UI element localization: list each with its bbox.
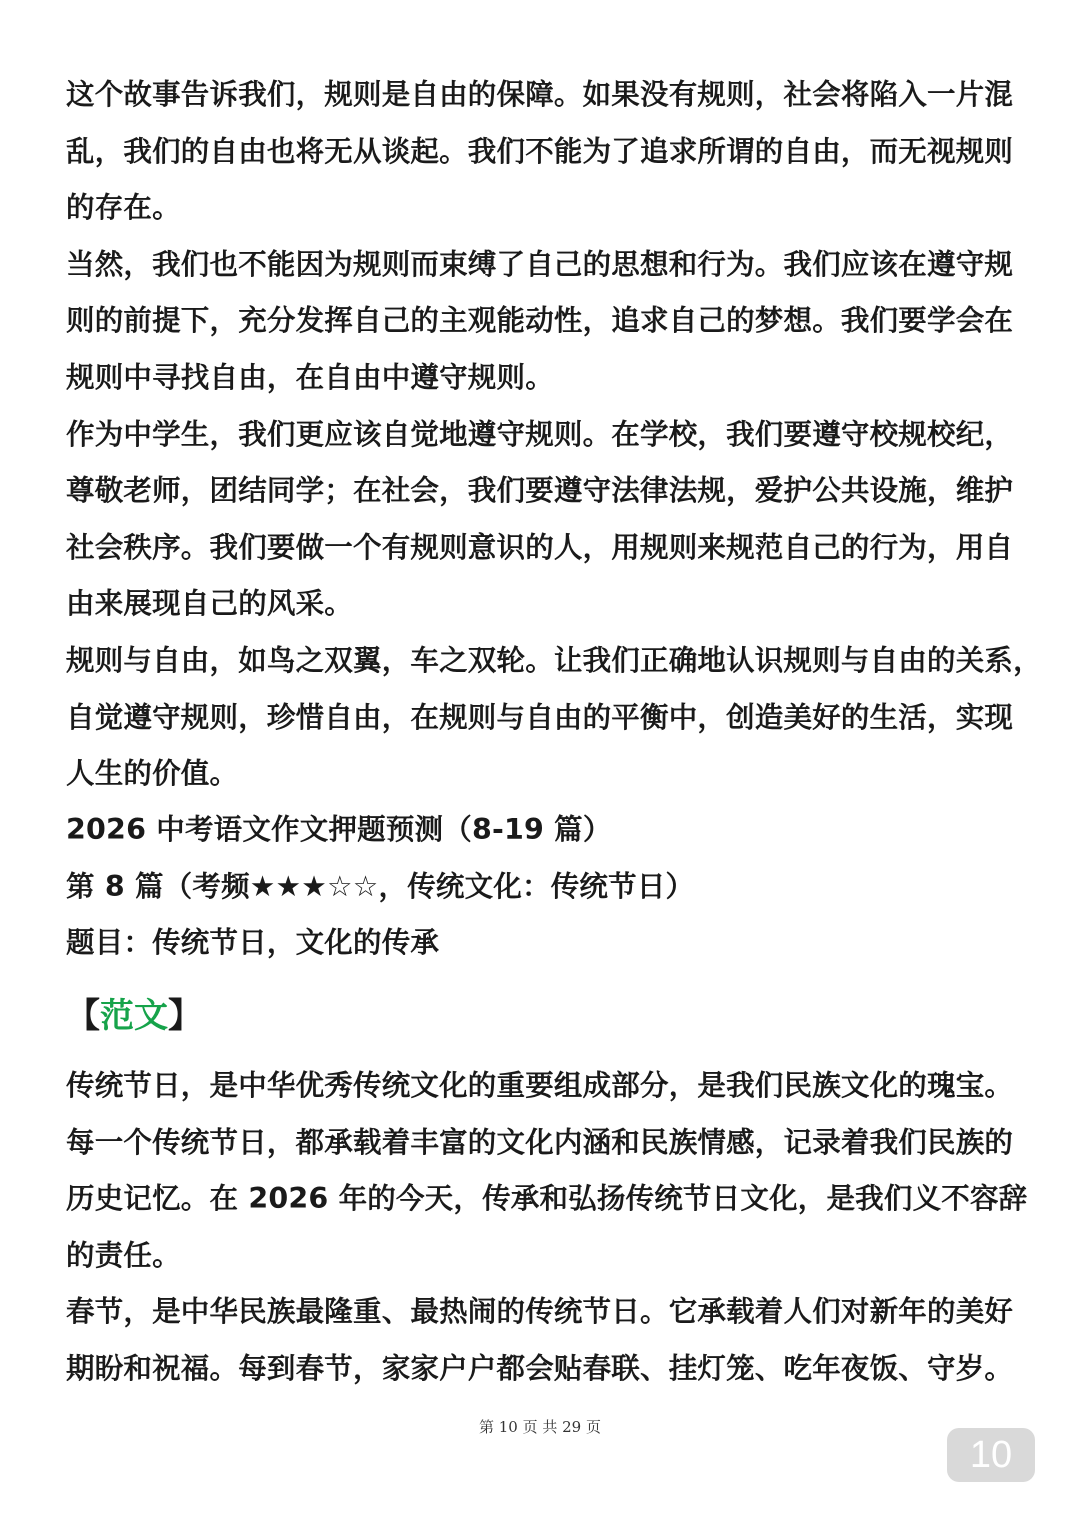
model-essay-text: 范文 xyxy=(100,996,168,1036)
body-lower xyxy=(66,1058,1026,1398)
text-line: 则的前提下，充分发挥自己的主观能动性，追求自己的梦想。我们要学会在 xyxy=(66,304,1014,338)
text-line: 由来展现自己的风采。 xyxy=(66,587,354,621)
text-line: 春节，是中华民族最隆重、最热闹的传统节日。它承载着人们对新年的美好 xyxy=(66,1295,1014,1329)
section-headings xyxy=(66,802,1026,972)
text-line: 人生的价值。 xyxy=(66,757,239,791)
page-footer: 第 10 页 共 29 页 xyxy=(478,1418,601,1436)
text-line: 这个故事告诉我们，规则是自由的保障。如果没有规则，社会将陷入一片混 xyxy=(66,78,1014,111)
essay-topic: 题目：传统节日，文化的传承 xyxy=(66,926,440,960)
text-line: 自觉遵守规则，珍惜自由，在规则与自由的平衡中，创造美好的生活，实现 xyxy=(66,700,1014,734)
text-line: 当然，我们也不能因为规则而束缚了自己的思想和行为。我们应该在遵守规 xyxy=(66,247,1014,281)
text-line: 期盼和祝福。每到春节，家家户户都会贴春联、挂灯笼、吃年夜饭、守岁。 xyxy=(66,1351,1014,1385)
text-line: 尊敬老师，团结同学；在社会，我们要遵守法律法规，爱护公共设施，维护 xyxy=(66,474,1014,508)
text-line: 乱，我们的自由也将无从谈起。我们不能为了追求所谓的自由，而无视规则 xyxy=(66,134,1014,168)
text-line: 的责任。 xyxy=(66,1238,181,1272)
bracket-open: 【 xyxy=(66,996,100,1036)
text-line: 的存在。 xyxy=(66,191,181,225)
text-line: 每一个传统节日，都承载着丰富的文化内涵和民族情感，记录着我们民族的 xyxy=(66,1125,1014,1159)
text-line: 历史记忆。在 2026 年的今天，传承和弘扬传统节日文化，是我们义不容辞 xyxy=(66,1182,1028,1216)
body-upper xyxy=(66,67,1042,803)
collection-title: 2026 中考语文作文押题预测（8-19 篇） xyxy=(66,813,612,846)
text-line: 规则与自由，如鸟之双翼，车之双轮。让我们正确地认识规则与自由的关系， xyxy=(66,643,1042,677)
bracket-close: 】 xyxy=(168,996,202,1036)
text-line: 传统节日，是中华优秀传统文化的重要组成部分，是我们民族文化的瑰宝。 xyxy=(66,1069,1014,1102)
text-line: 社会秩序。我们要做一个有规则意识的人，用规则来规范自己的行为，用自 xyxy=(66,530,1014,564)
essay-number: 第 8 篇（考频★★★☆☆，传统文化：传统节日） xyxy=(66,869,695,903)
text-line: 作为中学生，我们更应该自觉地遵守规则。在学校，我们要遵守校规校纪， xyxy=(66,417,1014,451)
page-number-badge: 10 xyxy=(947,1428,1035,1482)
text-line: 规则中寻找自由，在自由中遵守规则。 xyxy=(66,360,554,394)
model-essay-label xyxy=(66,988,202,1044)
